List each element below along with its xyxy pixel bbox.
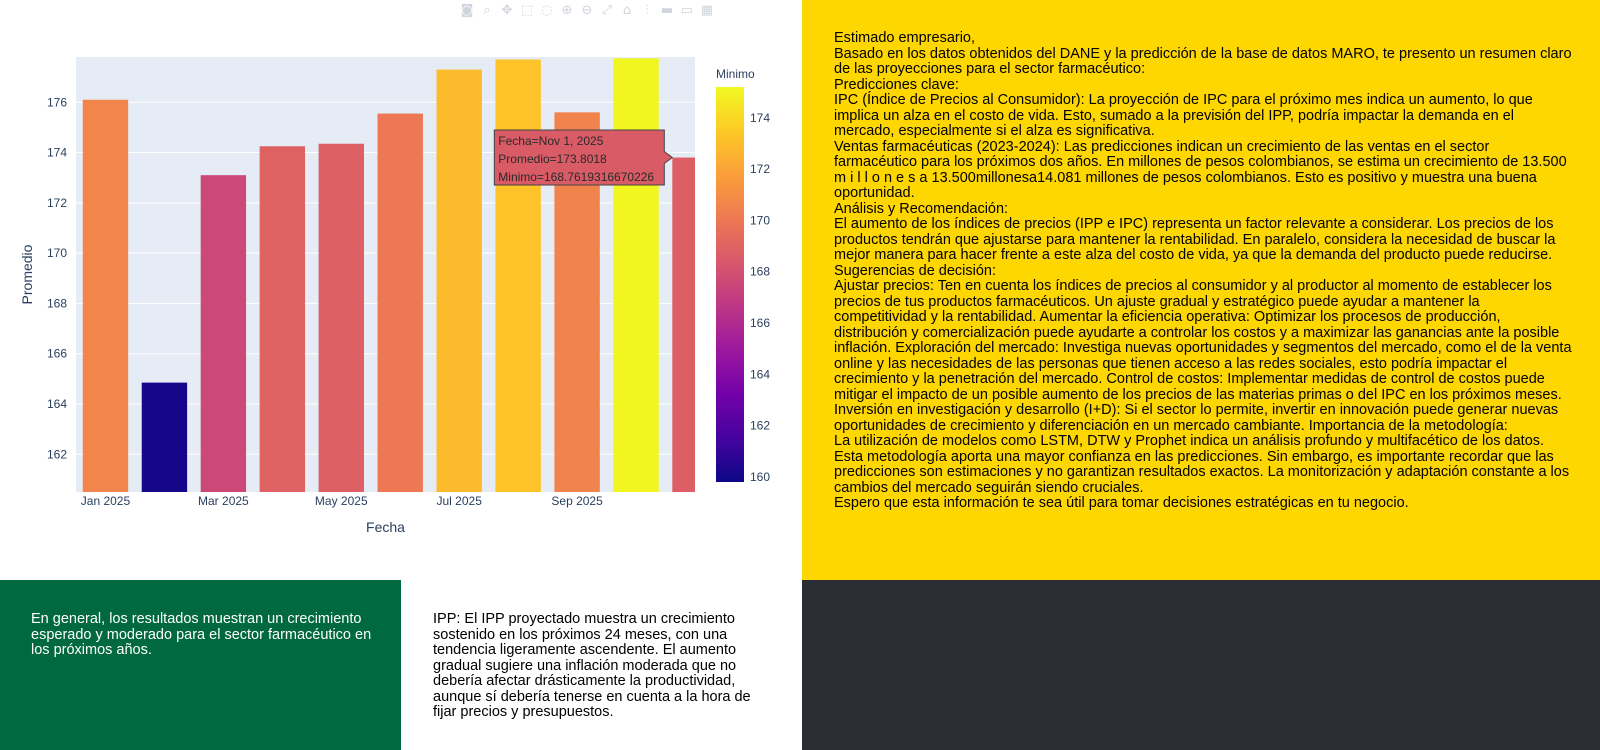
y-tick-label: 172 xyxy=(46,195,67,210)
zoom-icon[interactable]: ⌕ xyxy=(483,3,491,18)
colorbar-title: Minimo xyxy=(716,67,755,81)
colorbar-tick-label: 174 xyxy=(750,110,771,125)
bar[interactable] xyxy=(201,175,246,492)
lasso-icon[interactable]: ◌ xyxy=(541,3,553,18)
y-axis-title: Promedio xyxy=(19,244,35,305)
x-tick-label: Jul 2025 xyxy=(436,494,482,508)
x-tick-label: May 2025 xyxy=(314,494,368,508)
report-paragraph: Sugerencias de decisión: xyxy=(834,262,997,279)
x-axis-title: Fecha xyxy=(366,519,405,535)
ipp-panel xyxy=(401,580,802,750)
bar[interactable] xyxy=(319,144,364,492)
tooltip-line: Fecha=Nov 1, 2025 xyxy=(498,134,604,149)
y-tick-label: 176 xyxy=(46,95,67,110)
tooltip-line: Promedio=173.8018 xyxy=(498,152,607,167)
report-paragraph: El aumento de los índices de precios (IPP e IPC) representa un factor relevante a considerar. Los precios de los productos tendrán que ajustarse para mantener la rentabilidad. En paralelo, considera la necesidad de buscar la mejor manera para hacer frente a este alza del costo de vida, ya que la demanda del producto puede reducirse. xyxy=(834,216,1556,263)
y-tick-label: 164 xyxy=(46,396,67,411)
y-tick-label: 174 xyxy=(46,145,67,160)
tooltip-line: Minimo=168.7619316670226 xyxy=(498,170,655,185)
spike-lines-icon[interactable]: ⫶ xyxy=(645,3,649,18)
colorbar-tick-label: 168 xyxy=(750,264,771,279)
summary-text: En general, los resultados muestran un crecimiento esperado y moderado para el sector farmacéutico en los próximos años. xyxy=(31,611,372,658)
plotly-logo-icon: ▦ xyxy=(700,3,714,18)
colorbar xyxy=(716,87,744,482)
ipp-text: IPP: El IPP proyectado muestra un crecimiento sostenido en los próximos 24 meses, con una tendencia ligeramente ascendente. El aumento gradual sugiere una inflación moderada que no debería afectar drásticamente la productividad, aunque sí debería tenerse en cuenta a la hora de fijar precios y presupuestos. xyxy=(433,611,751,720)
bar[interactable] xyxy=(613,58,658,492)
colorbar-tick-label: 160 xyxy=(750,469,771,484)
hover-closest-icon[interactable]: ▬ xyxy=(660,3,674,18)
report-paragraph: Ventas farmacéuticas (2023-2024): Las predicciones indican un crecimiento de las ventas en el sector farmacéutico para los próximos dos años. En millones de pesos colombianos, se estima un crecimiento de 13.500 m i l l o n e s a 13.500millonesa14.081 millones de pesos colombianos. Esto es positivo y muestra una buena oportunidad. xyxy=(834,138,1567,201)
y-tick-label: 168 xyxy=(46,296,67,311)
hover-tooltip xyxy=(494,130,672,185)
report-paragraph: Espero que esta información te sea útil para tomar decisiones estratégicas en tu negocio. xyxy=(834,495,1409,511)
x-tick-label: Mar 2025 xyxy=(198,494,249,508)
pan-icon[interactable]: ✥ xyxy=(501,3,513,18)
bar[interactable] xyxy=(142,383,187,492)
y-tick-label: 166 xyxy=(46,346,67,361)
bar[interactable] xyxy=(672,158,717,492)
box-select-icon[interactable]: ⬚ xyxy=(520,3,534,18)
chart-modebar xyxy=(460,4,714,18)
y-tick-label: 162 xyxy=(46,447,67,462)
bar[interactable] xyxy=(83,100,128,492)
colorbar-tick-label: 170 xyxy=(750,213,771,228)
bar[interactable] xyxy=(378,114,423,492)
report-text xyxy=(834,31,1574,512)
autoscale-icon[interactable]: ⤢ xyxy=(601,3,613,18)
report-paragraph: Ajustar precios: Ten en cuenta los índices de precios al consumidor y al productor al momento de establecer los precios de tus productos farmacéuticos. Un ajuste gradual y estratégico puede ayudar a mantener la competitividad y la rentabilidad. Aumentar la eficiencia operativa: Optimizar los procesos de producción, distribución y comercialización puede ayudarte a controlar los costos y a maximizar las ganancias ante la posible inflación. Exploración del mercado: Investiga nuevas oportunidades y segmentos del mercado, como el de la venta online y las necesidades de las personas que tienen acceso a las redes sociales, esto podría impactar el crecimiento y la penetración del mercado. Control de costos: Implementar medidas de control de costos puede mitigar el impacto de un posible aumento de los precios de las materias primas o del IPC en los próximos meses. Inversión en investigación y desarrollo (I+D): Si el sector lo permite, invertir en innovación puede generar nuevas oportunidades de crecimiento y diferenciación en un mercado cambiante. Importancia de la metodología: xyxy=(834,278,1572,434)
y-tick-label: 170 xyxy=(46,246,67,261)
hover-compare-icon[interactable]: ▭ xyxy=(680,3,694,18)
colorbar-tick-label: 164 xyxy=(750,367,771,382)
camera-icon[interactable]: ◙ xyxy=(460,3,474,18)
x-tick-label: Jan 2025 xyxy=(80,494,131,508)
bar[interactable] xyxy=(495,60,540,492)
report-panel xyxy=(802,0,1600,580)
summary-panel xyxy=(0,580,401,750)
dark-panel xyxy=(802,580,1600,750)
report-paragraph: Estimado empresario, xyxy=(834,30,976,46)
bar[interactable] xyxy=(436,70,481,492)
report-paragraph: Análisis y Recomendación: xyxy=(834,200,1009,217)
reset-axes-icon[interactable]: ⌂ xyxy=(622,3,632,18)
chart-panel xyxy=(0,0,802,580)
report-paragraph: La utilización de modelos como LSTM, DTW y Prophet indica un análisis profundo y multifacético de los datos. Esta metodología aporta una mayor confianza en las predicciones. Sin embargo, es importante recordar que las predicciones son estimaciones y no garantizan resultados exactos. La monitorización y adaptación constante a los cambios del mercado seguirán siendo cruciales. xyxy=(834,433,1570,496)
x-tick-label: Sep 2025 xyxy=(551,494,603,508)
bar[interactable] xyxy=(260,146,305,492)
zoom-out-icon[interactable]: ⊖ xyxy=(581,3,593,18)
bar-chart[interactable] xyxy=(0,0,802,580)
report-paragraph: Basado en los datos obtenidos del DANE y la predicción de la base de datos MARO, te presento un resumen claro de las proyecciones para el sector farmacéutico: xyxy=(834,45,1572,77)
colorbar-tick-label: 166 xyxy=(750,315,771,330)
colorbar-tick-label: 172 xyxy=(750,162,771,177)
report-paragraph: IPC (Índice de Precios al Consumidor): La proyección de IPC para el próximo mes indica un aumento, lo que implica un alza en el costo de vida. Esto, sumado a la previsión del IPP, podría impactar la demanda en el mercado, especialmente si el alza es significativa. xyxy=(834,92,1533,139)
zoom-in-icon[interactable]: ⊕ xyxy=(561,3,573,18)
report-paragraph: Predicciones clave: xyxy=(834,76,959,93)
colorbar-tick-label: 162 xyxy=(750,418,771,433)
